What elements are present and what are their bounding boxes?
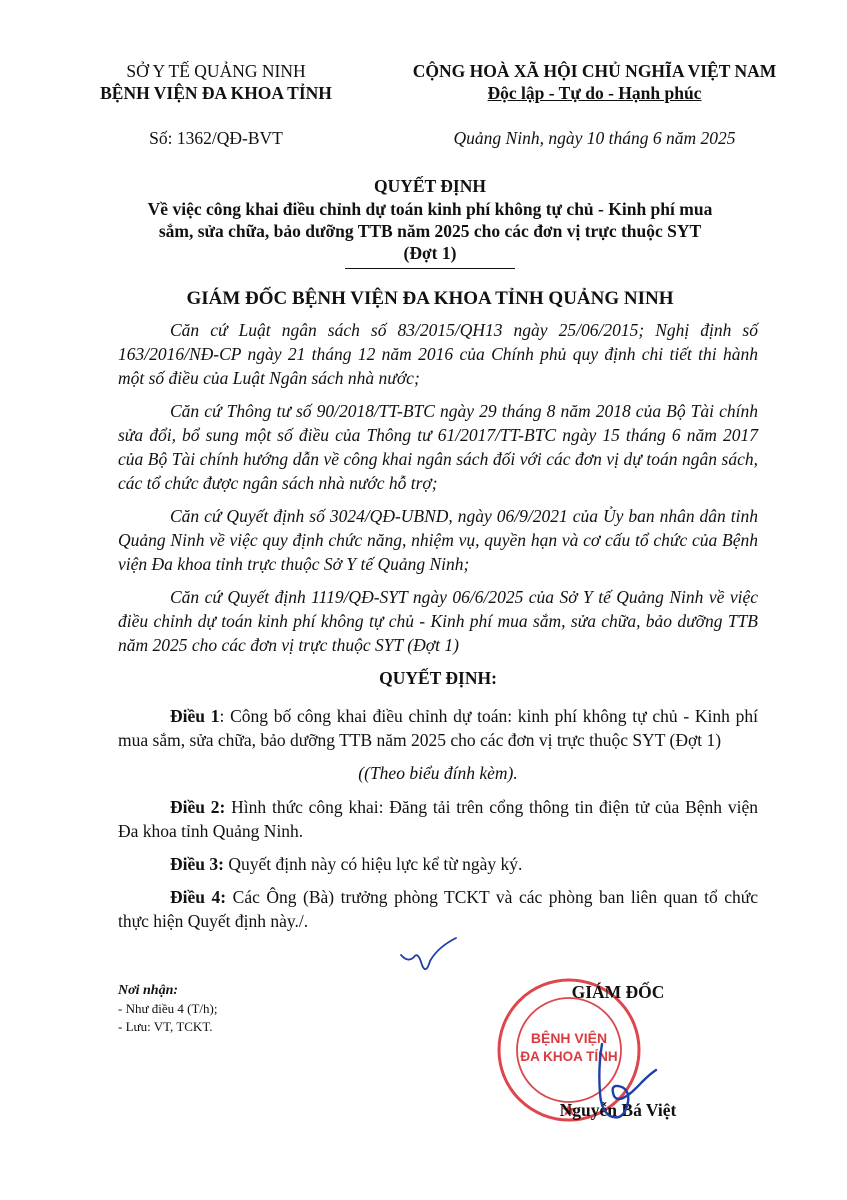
title-subject-line-3: (Đợt 1) [403,243,457,263]
decision-heading: QUYẾT ĐỊNH: [379,668,497,688]
seal-text-line-1: BỆNH VIỆN [530,1030,608,1046]
article-1-sep: : [219,706,231,726]
title-divider [345,268,515,269]
legal-basis-3: Căn cứ Quyết định số 3024/QĐ-UBND, ngày 06/9/2021 của Ủy ban nhân dân tỉnh Quảng Ninh về việc quy định chức năng, nhiệm vụ, quyền hạn và cơ cấu tổ chức của Bệnh viện Đa khoa tỉnh trực thuộc Sở Y tế Quảng Ninh; [118,506,758,574]
agency-name: BỆNH VIỆN ĐA KHOA TỈNH [100,83,332,103]
article-2 [118,795,758,843]
article-3-text: Quyết định này có hiệu lực kể từ ngày ký. [228,854,523,874]
issue-date: Quảng Ninh, ngày 10 tháng 6 năm 2025 [453,128,736,148]
motto-text: Độc lập - Tự do - Hạnh phúc [487,83,702,103]
recipients-heading: Nơi nhận: [118,983,179,998]
initial-checkmark [398,935,458,980]
article-2-text: Hình thức công khai: Đăng tải trên cổng thông tin điện tử của Bệnh viện Đa khoa tỉnh Quảng Ninh. [118,797,758,841]
title-main: QUYẾT ĐỊNH [374,176,486,196]
article-3 [118,852,758,876]
article-4 [118,885,758,933]
article-2-label: Điều 2: [170,797,226,817]
legal-basis-1: Căn cứ Luật ngân sách số 83/2015/QH13 ngày 25/06/2015; Nghị định số 163/2016/NĐ-CP ngày 21 tháng 12 năm 2016 của Chính phủ quy định chi tiết thi hành một số điều của Luật Ngân sách nhà nước; [118,320,758,388]
handwritten-signature [580,1038,660,1128]
signer-title: GIÁM ĐỐC [571,982,665,1002]
document-number: Số: 1362/QĐ-BVT [149,128,283,148]
title-subject-line-2: sắm, sửa chữa, bảo dưỡng TTB năm 2025 cho các đơn vị trực thuộc SYT [158,221,702,241]
seal-text-line-2: ĐA KHOA TỈNH [520,1049,618,1064]
legal-basis-4: Căn cứ Quyết định 1119/QĐ-SYT ngày 06/6/2025 của Sở Y tế Quảng Ninh về việc điều chỉnh dự toán kinh phí không tự chủ - Kinh phí mua sắm, sửa chữa, bảo dưỡng TTB năm 2025 cho các đơn vị trực thuộc SYT (Đợt 1) [118,587,758,655]
article-3-label: Điều 3: [170,854,224,874]
signer-name: Nguyễn Bá Việt [559,1100,677,1120]
national-motto-header [392,60,797,104]
article-4-text: Các Ông (Bà) trưởng phòng TCKT và các phòng ban liên quan tổ chức thực hiện Quyết định này./. [118,887,759,931]
article-1-label: Điều 1 [170,706,220,726]
country-name: CỘNG HOÀ XÃ HỘI CHỦ NGHĨA VIỆT NAM [412,61,777,81]
issuing-agency-header [66,60,366,104]
recipient-item: - Lưu: VT, TCKT. [118,1019,213,1034]
article-4-label: Điều 4: [170,887,227,907]
parent-agency: SỞ Y TẾ QUẢNG NINH [126,61,306,81]
article-1 [118,704,758,752]
recipients-block [118,982,378,1036]
issuer-heading: GIÁM ĐỐC BỆNH VIỆN ĐA KHOA TỈNH QUẢNG NINH [186,288,674,309]
document-body [118,318,758,942]
motto [392,82,797,104]
article-1-text: Công bố công khai điều chỉnh dự toán: kinh phí không tự chủ - Kinh phí mua sắm, sửa chữa, bảo dưỡng TTB năm 2025 cho các đơn vị trực thuộc SYT (Đợt 1) [118,706,758,750]
legal-basis-2: Căn cứ Thông tư số 90/2018/TT-BTC ngày 29 tháng 8 năm 2018 của Bộ Tài chính sửa đổi, bổ sung một số điều của Thông tư 61/2017/TT-BTC ngày 15 tháng 6 năm 2017 của Bộ Tài chính hướng dẫn về công khai ngân sách đối với các đơn vị dự toán ngân sách, các tổ chức được ngân sách nhà nước hỗ trợ; [118,401,758,493]
document-title [80,174,780,269]
attachment-note: ((Theo biểu đính kèm). [358,763,518,783]
recipient-item: - Như điều 4 (T/h); [118,1001,218,1016]
title-subject-line-1: Về việc công khai điều chỉnh dự toán kinh phí không tự chủ - Kinh phí mua [147,199,713,219]
